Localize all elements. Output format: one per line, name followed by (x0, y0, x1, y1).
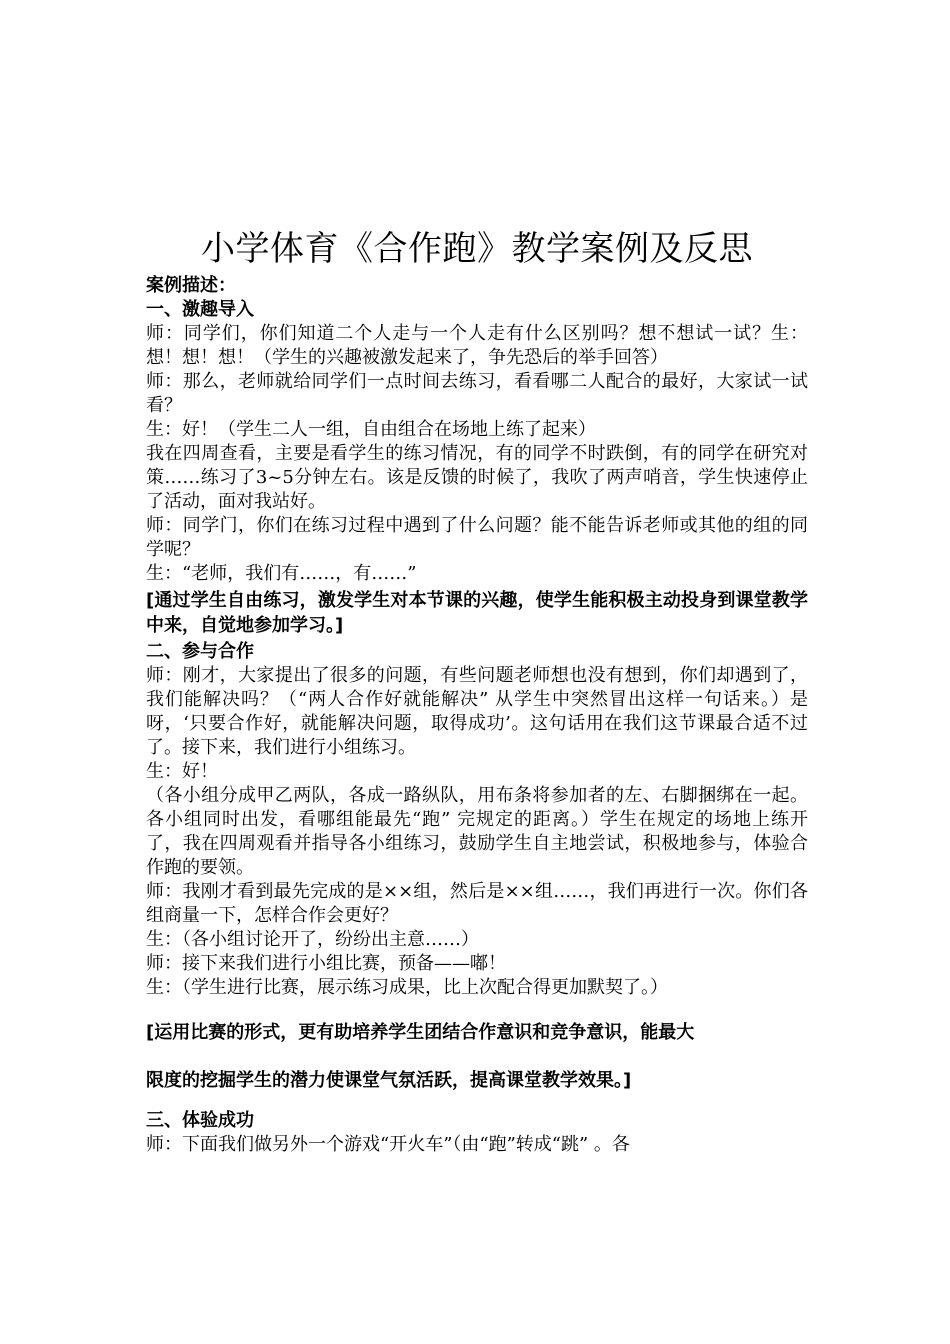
paragraph: 师：我刚才看到最先完成的是××组，然后是××组……，我们再进行一次。你们各组商量一下，怎样合作会更好？ (146, 881, 808, 926)
paragraph: 师：那么，老师就给同学们一点时间去练习，看看哪二人配合的最好，大家试一试看？ (146, 371, 808, 416)
document-page (146, 226, 808, 1157)
paragraph: 师：同学门，你们在练习过程中遇到了什么问题？能不能告诉老师或其他的组的同学呢？ (146, 515, 808, 560)
section-1-heading: 一、激趣导入 (146, 299, 254, 320)
paragraph: （各小组分成甲乙两队，各成一路纵队，用布条将参加者的左、右脚捆绑在一起。各小组同时出发，看哪组能最先“跑” 完规定的距离。）学生在规定的场地上练开了，我在四周观看并指导各小组练习，鼓励学生自主地尝试，积极地参与，体验合作跑的要领。 (146, 785, 808, 878)
teaching-note-line-2: 限度的挖掘学生的潜力使课堂气氛活跃，提高课堂教学效果。] (146, 1070, 632, 1091)
paragraph: 生：（学生进行比赛，展示练习成果，比上次配合得更加默契了。） (146, 977, 668, 998)
paragraph: 师：接下来我们进行小组比赛，预备——嘟！ (146, 953, 506, 974)
teaching-note-line-1: [运用比赛的形式，更有助培养学生团结合作意识和竞争意识，能最大 (146, 1022, 695, 1043)
paragraph: 生：好！ (146, 761, 218, 782)
section-2-heading: 二、参与合作 (146, 641, 254, 662)
paragraph: 我在四周查看，主要是看学生的练习情况，有的同学不时跌倒，有的同学在研究对策……练习了3~5分钟左右。该是反馈的时候了，我吹了两声哨音，学生快速停止了活动，面对我站好。 (146, 443, 808, 512)
paragraph: 生：“老师，我们有……，有……” (146, 563, 417, 584)
teaching-note: [通过学生自由练习，激发学生对本节课的兴趣，使学生能积极主动投身到课堂教学中来，自觉地参加学习。] (146, 590, 808, 636)
section-3-heading: 三、体验成功 (146, 1110, 254, 1131)
paragraph: 生：（各小组讨论开了，纷纷出主意……） (146, 929, 479, 950)
document-title: 小学体育《合作跑》教学案例及反思 (201, 229, 753, 269)
paragraph: 师：下面我们做另外一个游戏“开火车”（由“跑”转成“跳” 。各 (146, 1134, 630, 1155)
paragraph: 师：刚才，大家提出了很多的问题，有些问题老师想也没有想到，你们却遇到了，我们能解决吗？（“两人合作好就能解决” 从学生中突然冒出这样一句话来。）是呀，‘只要合作好，就能解决问题，取得成功’。这句话用在我们这节课最合适不过了。接下来，我们进行小组练习。 (146, 665, 808, 758)
case-label: 案例描述： (146, 275, 236, 296)
paragraph: 师：同学们，你们知道二个人走与一个人走有什么区别吗？想不想试一试？生：想！想！想！（学生的兴趣被激发起来了，争先恐后的举手回答） (146, 323, 808, 368)
paragraph: 生：好！（学生二人一组，自由组合在场地上练了起来） (146, 419, 596, 440)
